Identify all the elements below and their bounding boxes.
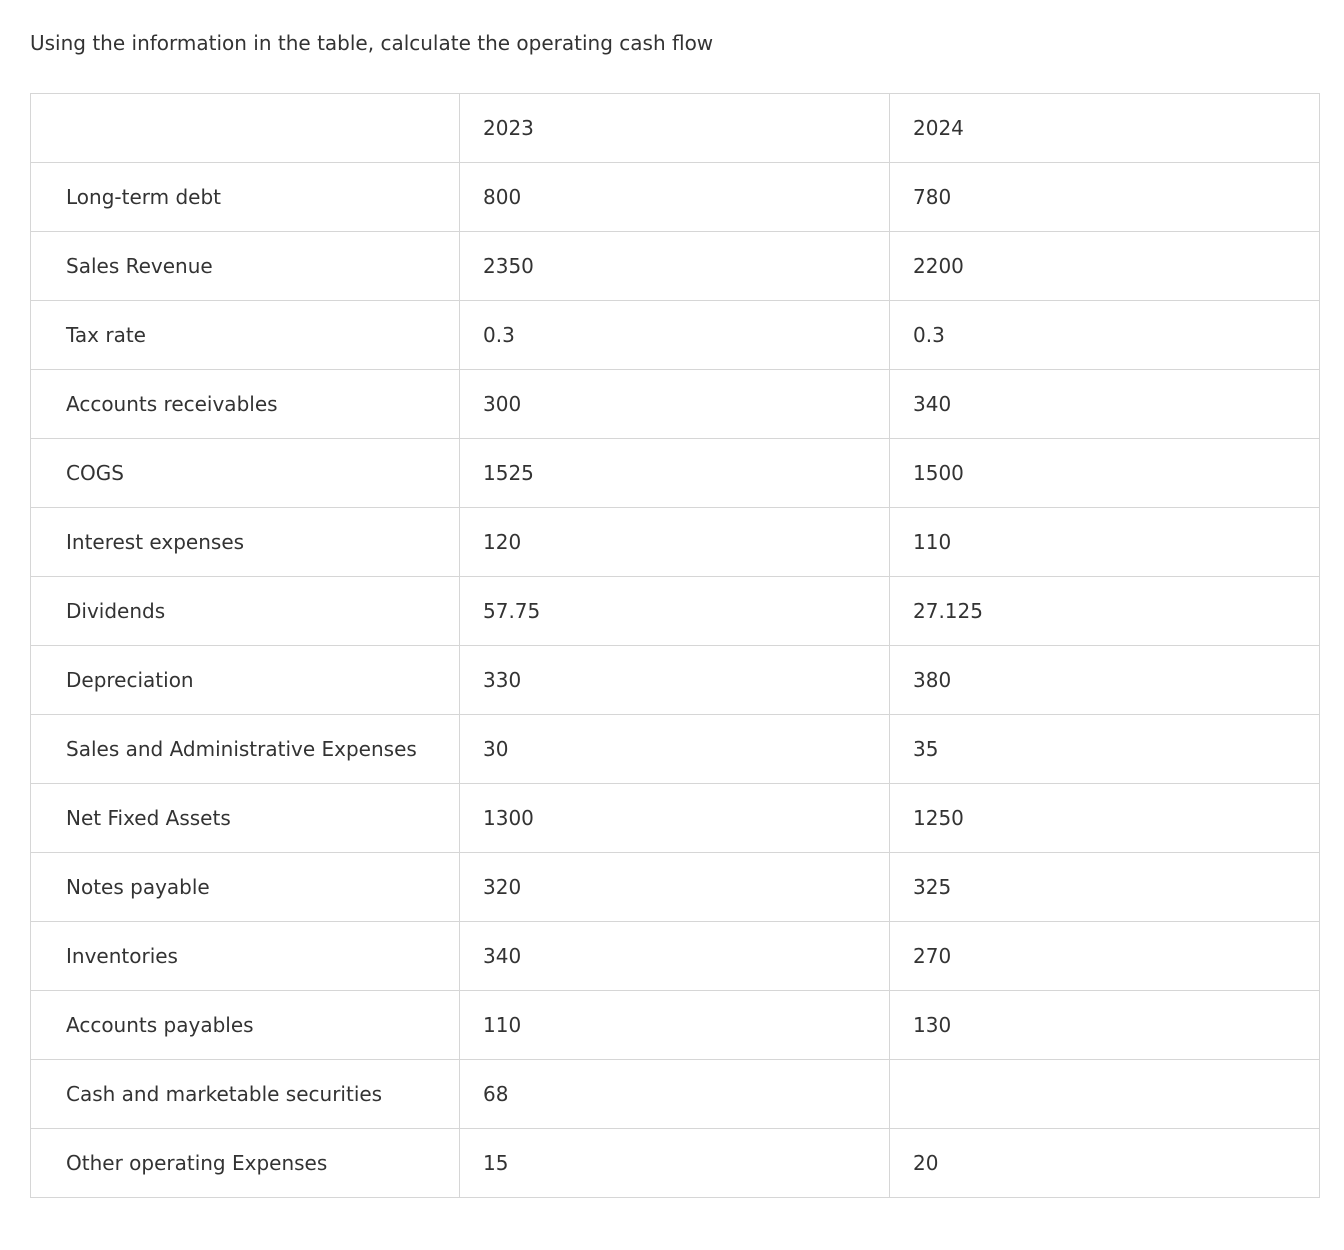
table-row bbox=[31, 163, 1320, 232]
question-text: Using the information in the table, calculate the operating cash flow bbox=[30, 31, 714, 55]
row-label: COGS bbox=[31, 439, 460, 508]
value-2024: 270 bbox=[890, 922, 1320, 991]
table-row bbox=[31, 370, 1320, 439]
table-header-row bbox=[31, 94, 1320, 163]
row-label: Accounts payables bbox=[31, 991, 460, 1060]
table-row bbox=[31, 922, 1320, 991]
value-2023: 110 bbox=[460, 991, 890, 1060]
row-label: Sales Revenue bbox=[31, 232, 460, 301]
row-label: Inventories bbox=[31, 922, 460, 991]
value-2023: 57.75 bbox=[460, 577, 890, 646]
value-2024: 780 bbox=[890, 163, 1320, 232]
value-2023: 300 bbox=[460, 370, 890, 439]
table-row bbox=[31, 301, 1320, 370]
row-label: Net Fixed Assets bbox=[31, 784, 460, 853]
value-2023: 1525 bbox=[460, 439, 890, 508]
value-2023: 1300 bbox=[460, 784, 890, 853]
value-2024 bbox=[890, 1060, 1320, 1129]
value-2024: 35 bbox=[890, 715, 1320, 784]
value-2023: 120 bbox=[460, 508, 890, 577]
table-row bbox=[31, 577, 1320, 646]
row-label: Sales and Administrative Expenses bbox=[31, 715, 460, 784]
value-2023: 15 bbox=[460, 1129, 890, 1198]
value-2023: 800 bbox=[460, 163, 890, 232]
table-row bbox=[31, 439, 1320, 508]
value-2024: 2200 bbox=[890, 232, 1320, 301]
table-row bbox=[31, 232, 1320, 301]
value-2023: 68 bbox=[460, 1060, 890, 1129]
row-label: Long-term debt bbox=[31, 163, 460, 232]
row-label: Interest expenses bbox=[31, 508, 460, 577]
value-2024: 27.125 bbox=[890, 577, 1320, 646]
table-row bbox=[31, 1060, 1320, 1129]
financial-data-table bbox=[30, 93, 1320, 1198]
value-2023: 340 bbox=[460, 922, 890, 991]
row-label: Tax rate bbox=[31, 301, 460, 370]
row-label: Notes payable bbox=[31, 853, 460, 922]
value-2024: 0.3 bbox=[890, 301, 1320, 370]
value-2023: 30 bbox=[460, 715, 890, 784]
row-label: Depreciation bbox=[31, 646, 460, 715]
row-label: Other operating Expenses bbox=[31, 1129, 460, 1198]
header-cell-2024: 2024 bbox=[890, 94, 1320, 163]
value-2024: 325 bbox=[890, 853, 1320, 922]
row-label: Accounts receivables bbox=[31, 370, 460, 439]
header-cell-2023: 2023 bbox=[460, 94, 890, 163]
value-2023: 330 bbox=[460, 646, 890, 715]
row-label: Dividends bbox=[31, 577, 460, 646]
table-row bbox=[31, 784, 1320, 853]
value-2023: 320 bbox=[460, 853, 890, 922]
table-row bbox=[31, 715, 1320, 784]
table-row bbox=[31, 508, 1320, 577]
table-row bbox=[31, 853, 1320, 922]
table-row bbox=[31, 1129, 1320, 1198]
value-2024: 130 bbox=[890, 991, 1320, 1060]
value-2024: 20 bbox=[890, 1129, 1320, 1198]
table-row bbox=[31, 991, 1320, 1060]
value-2024: 1250 bbox=[890, 784, 1320, 853]
value-2024: 380 bbox=[890, 646, 1320, 715]
header-cell-empty bbox=[31, 94, 460, 163]
row-label: Cash and marketable securities bbox=[31, 1060, 460, 1129]
value-2023: 2350 bbox=[460, 232, 890, 301]
value-2023: 0.3 bbox=[460, 301, 890, 370]
table-row bbox=[31, 646, 1320, 715]
value-2024: 110 bbox=[890, 508, 1320, 577]
value-2024: 1500 bbox=[890, 439, 1320, 508]
value-2024: 340 bbox=[890, 370, 1320, 439]
